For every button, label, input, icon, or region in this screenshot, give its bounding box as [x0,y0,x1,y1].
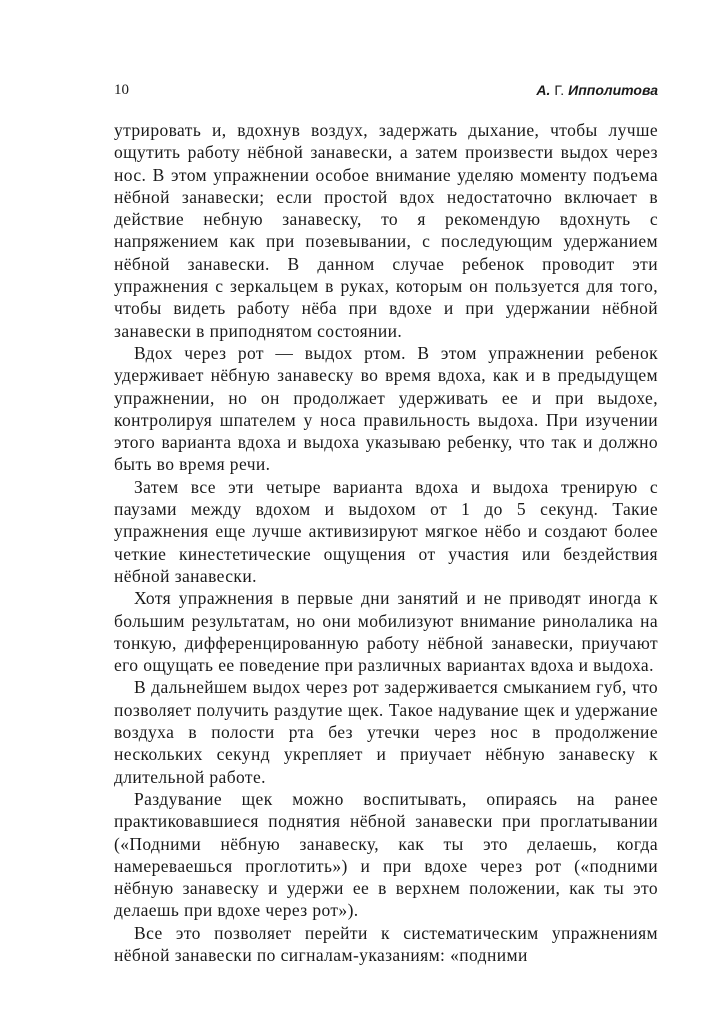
paragraph: Затем все эти четыре варианта вдоха и выдоха тренирую с паузами между вдохом и выдохом от 1 до 5 секунд. Такие упражнения еще лучше активизируют мягкое нёбо и создают более четкие кинестетические ощущения от участия или бездействия нёбной занавески. [114,476,658,586]
author-initial: А. [536,82,551,98]
paragraph: Все это позволяет перейти к систематическим упражнениям нёбной занавески по сигналам-указаниям: «подними [114,922,658,965]
body-text [114,119,658,966]
paragraph: В дальнейшем выдох через рот задерживается смыканием губ, что позволяет получить раздутие щек. Такое надувание щек и удержание воздуха в полости рта без утечки через нос в продолжение нескольких секунд укрепляет и приучает нёбную занавеску к длительной работе. [114,677,658,787]
paragraph: Раздувание щек можно воспитывать, опираясь на ранее практиковавшиеся поднятия нёбной занавески при проглатывании («Подними нёбную занавеску, как ты это делаешь, когда намереваешься проглотить») и при вдохе через рот («подними нёбную занавеску и удержи ее в верхнем положении, как ты это делаешь при вдохе через рот»). [114,788,658,921]
author-surname: Ипполитова [568,82,658,98]
paragraph-continued: утрировать и, вдохнув воздух, задержать дыхание, чтобы лучше ощутить работу нёбной занавески, а затем произвести выдох через нос. В этом упражнении особое внимание уделяю моменту подъема нёбной занавески; если простой вдох недостаточно включает в действие небную занавеску, то я рекомендую вдохнуть с напряжением как при позевывании, с последующим удержанием нёбной занавески. В данном случае ребенок проводит эти упражнения с зеркальцем в руках, которым он пользуется для того, чтобы видеть работу нёба при вдохе и при удержании нёбной занавески в приподнятом состоянии. [114,120,658,341]
page-header [114,82,658,104]
running-head-author [536,82,658,98]
page-number: 10 [114,82,129,98]
author-patronymic: Г. [554,82,565,98]
paragraph: Вдох через рот — выдох ртом. В этом упражнении ребенок удерживает нёбную занавеску во время вдоха, как и в предыдущем упражнении, но он продолжает удерживать ее и при выдохе, контролируя шпателем у носа правильность выдоха. При изучении этого варианта вдоха и выдоха указываю ребенку, что так и должно быть во время речи. [114,342,658,475]
paragraph: Хотя упражнения в первые дни занятий и не приводят иногда к большим результатам, но они мобилизуют внимание ринолалика на тонкую, дифференцированную работу нёбной занавески, приучают его ощущать ее поведение при различных вариантах вдоха и выдоха. [114,588,658,676]
